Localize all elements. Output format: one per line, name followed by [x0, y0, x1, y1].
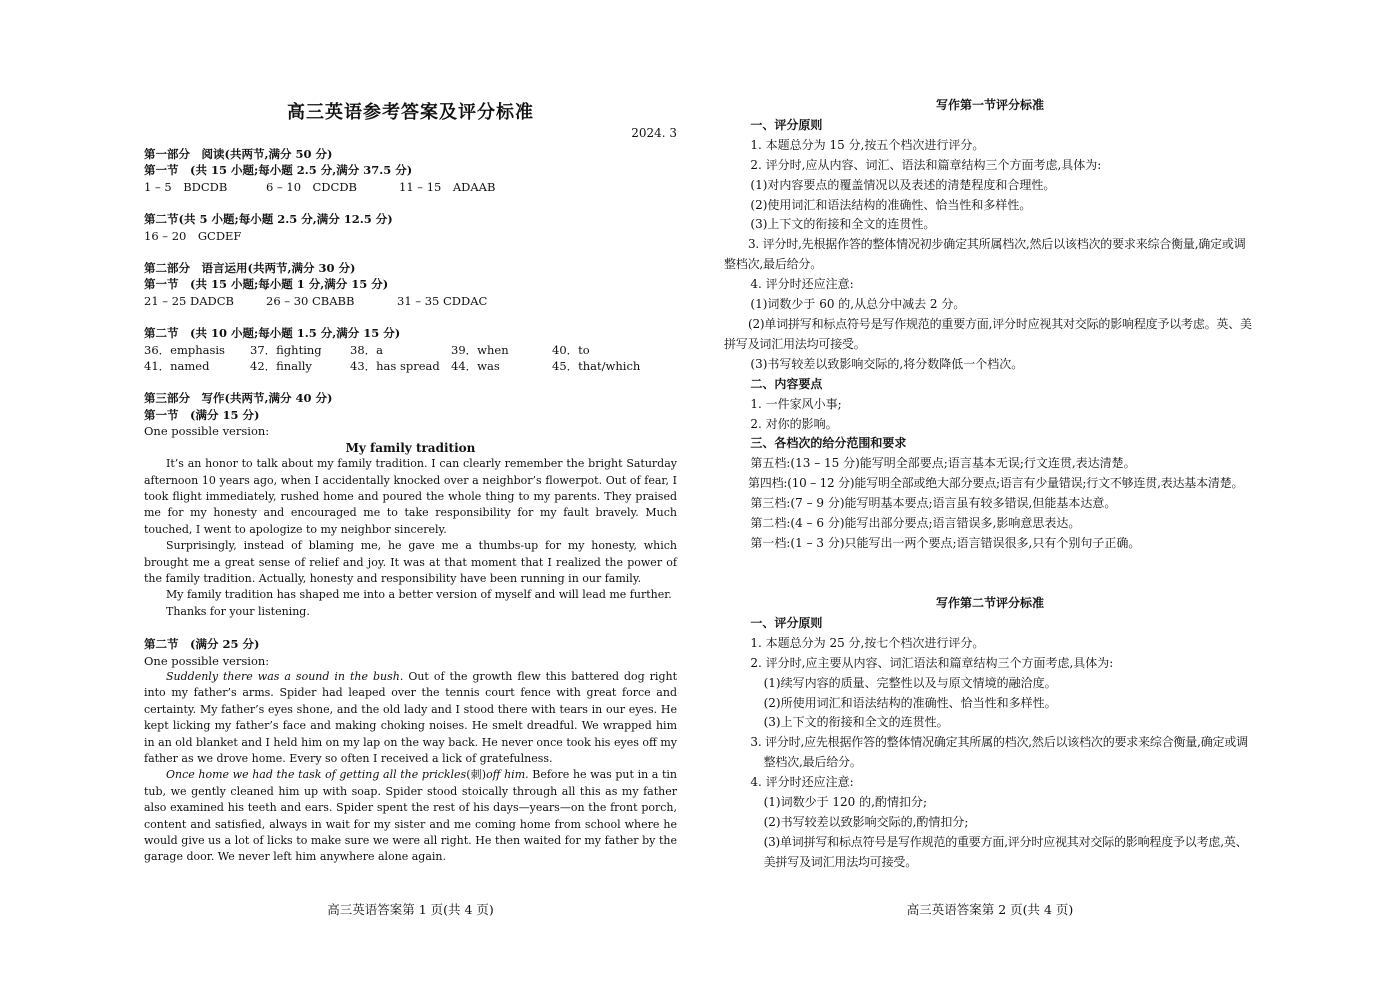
criteria-item: (3)上下文的衔接和全文的连贯性。 [750, 217, 936, 232]
criteria-item: (1)续写内容的质量、完整性以及与原文情境的融洽度。 [763, 675, 1057, 690]
essay-paragraph: It’s an honor to talk about my family tradition. I can clearly remember the bright Saturday afternoon 10 years ago, when I accidentally knocked over a neighbor’s flowerpot. Out of fear, I took flight immediately, rushed home and poured the whole thing to my parents. They praised me for my honesty and encouraged me to take responsibility for my fault bravely. Much touched, I went to apologize to my neighbor sincerely. [144, 457, 677, 536]
criteria-item: 3. 评分时,应先根据作答的整体情况确定其所属的档次,然后以该档次的要求来综合衡量,确定或调整档次,最后给分。 [750, 735, 1248, 770]
criteria-item: (2)所使用词汇和语法结构的准确性、恰当性和多样性。 [763, 695, 1057, 710]
answer-item: 39．when [451, 342, 509, 357]
answer-item: 38．a [350, 342, 383, 357]
criteria-item: (3)书写较差以致影响交际的,将分数降低一个档次。 [750, 356, 1024, 371]
page-title: 高三英语参考答案及评分标准 [287, 102, 534, 123]
answer-key-section [144, 146, 677, 866]
criteria-item: (1)词数少于 60 的,从总分中减去 2 分。 [750, 297, 966, 312]
criteria-item: (2)单词拼写和标点符号是写作规范的重要方面,评分时应视其对交际的影响程度予以考虑。英、美拼写及词汇用法均可接受。 [724, 316, 1252, 351]
criteria-item: 4. 评分时还应注意: [750, 775, 854, 790]
criteria-item: 1. 本题总分为 15 分,按五个档次进行评分。 [750, 137, 985, 152]
subsection-heading: 二、内容要点 [750, 376, 823, 391]
exam-date: 2024. 3 [631, 126, 677, 140]
page-footer: 高三英语答案第 1 页(共 4 页) [327, 902, 494, 917]
content-point: 2. 对你的影响。 [750, 416, 838, 431]
answer-group: 11 – 15 ADAAB [399, 179, 496, 194]
answer-item: 40．to [552, 342, 590, 357]
answer-item: 41．named [144, 359, 210, 374]
answer-group: 1 – 5 BDCDB [144, 179, 228, 194]
section-title: 写作第二节评分标准 [935, 596, 1044, 610]
criteria-item: (3)上下文的衔接和全文的连贯性。 [763, 715, 949, 730]
part3-sec1-heading: 第一节 (满分 15 分) [144, 407, 260, 422]
answer-group: 6 – 10 CDCDB [266, 179, 358, 194]
subsection-heading: 一、评分原则 [750, 615, 823, 630]
level-item: 第一档:(1 – 3 分)只能写出一两个要点;语言错误很多,只有个别句子正确。 [750, 535, 1141, 550]
essay-paragraph: My family tradition has shaped me into a better version of myself and will lead me further. [166, 588, 672, 602]
part2-sec2-row2 [144, 358, 677, 374]
answer-group: 21 – 25 DADCB [144, 293, 234, 308]
continuation-paragraph [144, 767, 677, 865]
paragraph-text: Out of the growth flew this battered dog right into my father’s arms. Spider had leaped over the tennis court fence with great force and certainty. My father’s eyes shone, and the old lady and I stood there with tears in our eyes. He kept licking my father’s face and making choking noises. He smelt dreadful. We wrapped him in an old blanket and I held him on my lap on the way back. He never once took his eyes off my father as we drove home. Every so often I received a lick of gratefulness. [144, 669, 677, 765]
right-page [724, 0, 1256, 983]
answer-item: 36．emphasis [144, 342, 225, 357]
level-item: 第二档:(4 – 6 分)能写出部分要点;语言错误多,影响意思表达。 [750, 516, 1081, 531]
part1-heading: 第一部分 阅读(共两节,满分 50 分) [144, 147, 333, 161]
part1-sec2-heading: 第二节(共 5 小题;每小题 2.5 分,满分 12.5 分) [144, 212, 393, 227]
version-label: One possible version: [144, 424, 270, 439]
criteria-item: (1)对内容要点的覆盖情况以及表述的清楚程度和合理性。 [750, 177, 1056, 192]
answer-item: 37．fighting [250, 342, 322, 357]
part2-sec1-answers [144, 293, 677, 309]
criteria-item: (2)书写较差以致影响交际的,酌情扣分; [763, 814, 969, 829]
part2-sec2-row1 [144, 342, 677, 358]
essay-paragraph: Thanks for your listening. [166, 604, 310, 618]
part2-sec2-heading: 第二节 (共 10 小题;每小题 1.5 分,满分 15 分) [144, 326, 401, 341]
part1-sec2-answers: 16 – 20 GCDEF [144, 228, 242, 243]
given-opening: Suddenly there was a sound in the bush. [166, 669, 404, 683]
part2-sec1-heading: 第一节 (共 15 小题;每小题 1 分,满分 15 分) [144, 277, 389, 292]
part1-sec1-answers [144, 179, 677, 195]
level-item: 第四档:(10 – 12 分)能写明全部或绝大部分要点;语言有少量错误;行文不够连贯,表达基本清楚。 [748, 476, 1244, 491]
criteria-item: 1. 本题总分为 25 分,按七个档次进行评分。 [750, 635, 985, 650]
given-opening: off him. [486, 768, 529, 782]
given-opening: Once home we had the task of getting all the prickles [166, 768, 467, 782]
version-label: One possible version: [144, 653, 270, 668]
section-title: 写作第一节评分标准 [935, 98, 1044, 112]
paragraph-text: Before he was put in a tin tub, we gently cleaned him up with soap. Spider stood stoically through all this as my father also examined his teeth and ears. Spider spent the rest of his days—years—on the front porch, content and satisfied, always in wait for my sister and me coming home from school where he would give us a lot of licks to make sure we were all right. He then waited for my father by the garage door. We never left him anywhere alone again. [144, 768, 677, 864]
part3-sec2-heading: 第二节 (满分 25 分) [144, 637, 260, 652]
answer-group: 26 – 30 CBABB [266, 293, 355, 308]
level-item: 第五档:(13 – 15 分)能写明全部要点;语言基本无误;行文连贯,表达清楚。 [750, 456, 1136, 471]
criteria-item: (1)词数少于 120 的,酌情扣分; [763, 795, 927, 810]
criteria-item: 2. 评分时,应主要从内容、词汇语法和篇章结构三个方面考虑,具体为: [750, 655, 1114, 670]
part3-heading: 第三部分 写作(共两节,满分 40 分) [144, 391, 333, 406]
level-item: 第三档:(7 – 9 分)能写明基本要点;语言虽有较多错误,但能基本达意。 [750, 496, 1117, 511]
answer-item: 43．has spread [350, 359, 440, 374]
essay-paragraph: Surprisingly, instead of blaming me, he gave me a thumbs-up for my honesty, which brought me a great sense of relief and joy. It was at that moment that I realized the power of the family tradition. Actually, honesty and responsibility have been running in our family. [144, 539, 677, 585]
grading-criteria-2 [724, 594, 1256, 873]
answer-item: 45．that/which [552, 359, 641, 374]
left-page [144, 0, 677, 983]
continuation-paragraph [144, 669, 677, 767]
criteria-item: (3)单词拼写和标点符号是写作规范的重要方面,评分时应视其对交际的影响程度予以考虑,英、美拼写及词汇用法均可接受。 [763, 834, 1248, 869]
grading-criteria [724, 96, 1256, 554]
answer-item: 42．finally [250, 359, 312, 374]
answer-group: 31 – 35 CDDAC [397, 293, 488, 308]
essay-title: My family tradition [345, 440, 476, 455]
criteria-item: (2)使用词汇和语法结构的准确性、恰当性和多样性。 [750, 197, 1032, 212]
subsection-heading: 一、评分原则 [750, 117, 823, 132]
subsection-heading: 三、各档次的给分范围和要求 [750, 436, 907, 451]
gloss-text: (刺) [466, 768, 487, 782]
answer-item: 44．was [451, 359, 500, 374]
page-footer: 高三英语答案第 2 页(共 4 页) [906, 902, 1074, 917]
criteria-item: 2. 评分时,应从内容、词汇、语法和篇章结构三个方面考虑,具体为: [750, 157, 1102, 172]
part2-heading: 第二部分 语言运用(共两节,满分 30 分) [144, 261, 356, 276]
content-point: 1. 一件家风小事; [750, 396, 842, 411]
criteria-item: 4. 评分时还应注意: [750, 277, 854, 292]
part1-sec1-heading: 第一节 (共 15 小题;每小题 2.5 分,满分 37.5 分) [144, 163, 413, 178]
criteria-item: 3. 评分时,先根据作答的整体情况初步确定其所属档次,然后以该档次的要求来综合衡量,确定或调整档次,最后给分。 [724, 237, 1246, 272]
